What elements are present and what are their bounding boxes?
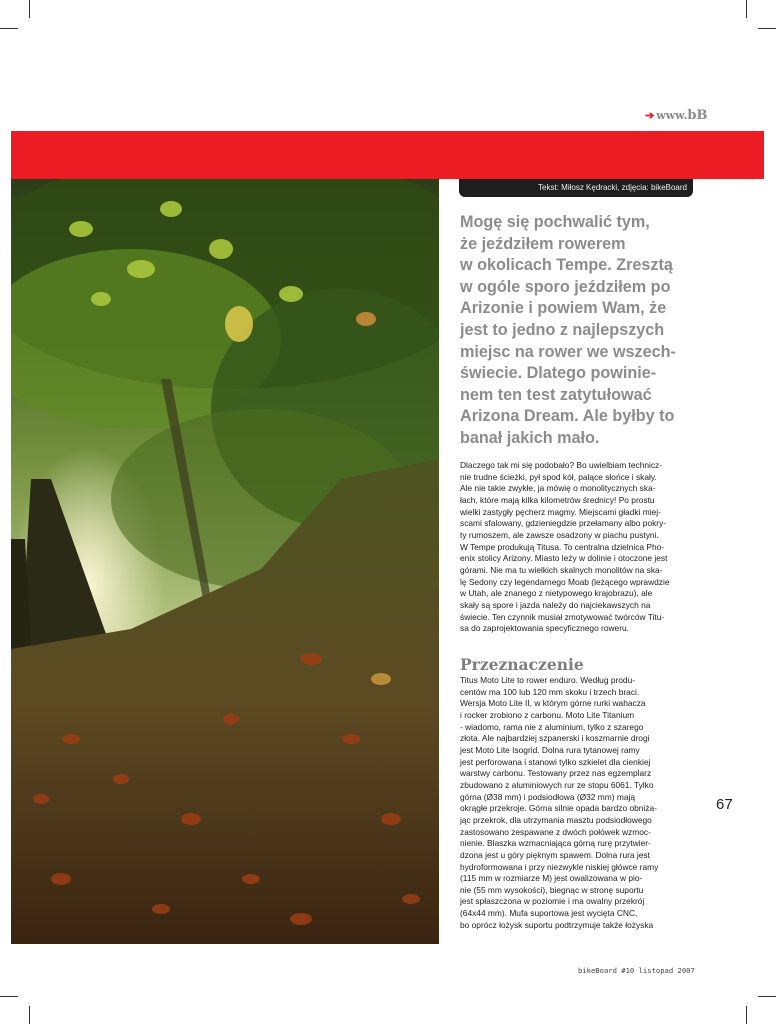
body-line: Ale nie takie zwykłe, ja mówię o monolitycznych ska- bbox=[460, 483, 656, 494]
body-line: wielki zastygły pęcherz magmy. Miejscami gładki miej- bbox=[460, 506, 661, 517]
crop-mark bbox=[746, 1006, 747, 1024]
body-line: złota. Ale najbardziej szpanerski i koszmarnie drogi bbox=[460, 733, 650, 744]
body-line: nie trudne ścieżki, pył spod kół, palące słońce i skały. bbox=[460, 471, 657, 482]
crop-mark bbox=[29, 0, 30, 18]
body-line: górami. Nie ma tu wielkich skalnych monolitów na ska- bbox=[460, 564, 663, 575]
lead-line: Mogę się pochwalić tym, bbox=[460, 213, 650, 231]
body-line: jest spłaszczona w poziomie i ma owalny przekrój bbox=[460, 896, 645, 907]
body-line: Wersja Moto Lite II, w którym górne rurki wahacza bbox=[460, 698, 646, 709]
body-paragraph-intro bbox=[460, 460, 696, 635]
body-line: nienie. Blaszka wzmacniająca górną rurę przytwier- bbox=[460, 838, 651, 849]
lead-paragraph bbox=[460, 212, 700, 450]
body-line: łach, które mają kilka kilometrów średnicy! Po prostu bbox=[460, 494, 655, 505]
body-line: - wiadomo, rama nie z aluminium, tylko z szarego bbox=[460, 721, 644, 732]
lead-line: jest to jedno z najlepszych bbox=[460, 320, 665, 339]
body-line: Dlaczego tak mi się podobało? Bo uwielbiam technicz- bbox=[460, 460, 663, 470]
header-red-band bbox=[11, 131, 764, 179]
body-line: warstwy carbonu. Testowany przez nas egzemplarz bbox=[460, 768, 652, 779]
photo-credit: Tekst: Miłosz Kędracki, zdjęcia: bikeBoard bbox=[459, 179, 693, 197]
body-line: (64x44 mm). Mufa suportowa jest wycięta CNC, bbox=[460, 908, 638, 919]
body-line: jest Moto Lite Isogrid. Dolna rura tytanowej ramy bbox=[460, 744, 640, 755]
forest-photo bbox=[11, 179, 439, 944]
body-line: scami sfalowany, gdzieniegdzie przełamany albo pokry- bbox=[460, 518, 667, 529]
page-number: 67 bbox=[716, 796, 733, 813]
body-line: świecie. Ten czynnik musiał zmotywować twórców Titu- bbox=[460, 611, 665, 622]
lead-line: Arizona Dream. Ale byłby to bbox=[460, 407, 675, 426]
crop-mark bbox=[758, 996, 776, 997]
crop-mark bbox=[746, 0, 747, 18]
body-line: zbudowano z aluminiowych rur ze stopu 6061. Tylko bbox=[460, 779, 654, 790]
body-line: bo oprócz łożysk suportu podtrzymuje także łożyska bbox=[460, 919, 654, 930]
lead-line: miejsc na rower we wszech- bbox=[460, 342, 676, 361]
body-line: górna (Ø38 mm) i podsiodłowa (Ø32 mm) mają bbox=[460, 791, 636, 802]
crop-mark bbox=[758, 28, 776, 29]
site-logo bbox=[645, 108, 707, 123]
body-line: hydroformowana i przy niezwykle niskiej główce ramy bbox=[460, 861, 659, 872]
body-line: Titus Moto Lite to rower enduro. Według produ- bbox=[460, 675, 636, 685]
body-line: w Utah, ale znanego z nietypowego krajobrazu), ale bbox=[460, 588, 653, 599]
body-line: nie (55 mm wysokości), biegnąc w stronę suportu bbox=[460, 884, 644, 895]
lead-line: Arizonie i powiem Wam, że bbox=[460, 299, 667, 318]
body-line: lę Sedony czy legendarnego Moab (leżącego wprawdzie bbox=[460, 576, 670, 587]
body-line: i rocker zrobiono z carbonu. Moto Lite Titanium bbox=[460, 709, 635, 720]
logo-prefix: www. bbox=[656, 109, 688, 122]
body-paragraph-section bbox=[460, 675, 696, 931]
body-line: jest perforowana i stanowi tylko szkielet dla cienkiej bbox=[460, 756, 651, 767]
body-line: (115 mm w rozmiarze M) jest owalizowana w pio- bbox=[460, 873, 643, 884]
body-line: jąc przekrok, dla utrzymania masztu podsiodłowego bbox=[460, 814, 652, 825]
crop-mark bbox=[0, 28, 18, 29]
issue-footer: bikeBoard #10 listopad 2007 bbox=[578, 966, 695, 975]
lead-line: świecie. Dlatego powinie- bbox=[460, 364, 657, 383]
lead-line: banał jakich mało. bbox=[460, 428, 600, 447]
body-line: centów ma 100 lub 120 mm skoku i trzech braci. bbox=[460, 686, 640, 697]
lead-line: w ogóle sporo jeździłem po bbox=[460, 277, 671, 296]
crop-mark bbox=[29, 1006, 30, 1024]
lead-line: nem ten test zatytułować bbox=[460, 385, 652, 404]
lead-line: w okolicach Tempe. Zresztą bbox=[460, 256, 673, 275]
logo-brand: bB bbox=[687, 108, 708, 123]
lead-line: że jeździłem rowerem bbox=[460, 234, 626, 253]
section-heading: Przeznaczenie bbox=[460, 655, 584, 674]
crop-mark bbox=[0, 996, 18, 997]
body-line: okrągłe przekroje. Górna silnie opada bardzo obniża- bbox=[460, 803, 657, 814]
body-line: W Tempe produkują Titusa. To centralna dzielnica Pho- bbox=[460, 541, 665, 552]
body-line: sa do zaprojektowania specyficznego roweru. bbox=[460, 623, 629, 634]
body-line: enix stolicy Arizony. Miasto leży w dolinie i otoczone jest bbox=[460, 553, 668, 564]
arrow-right-icon: ➔ bbox=[645, 109, 655, 122]
body-line: skały są spore i jazda należy do najciekawszych na bbox=[460, 599, 651, 610]
body-line: ty rumoszem, ale zawsze osadzony w piachu pustyni. bbox=[460, 529, 659, 540]
body-line: dzona jest u góry pięknym spawem. Dolna rura jest bbox=[460, 849, 650, 860]
body-line: zastosowano zespawane z dwóch połówek wzmoc- bbox=[460, 826, 651, 837]
